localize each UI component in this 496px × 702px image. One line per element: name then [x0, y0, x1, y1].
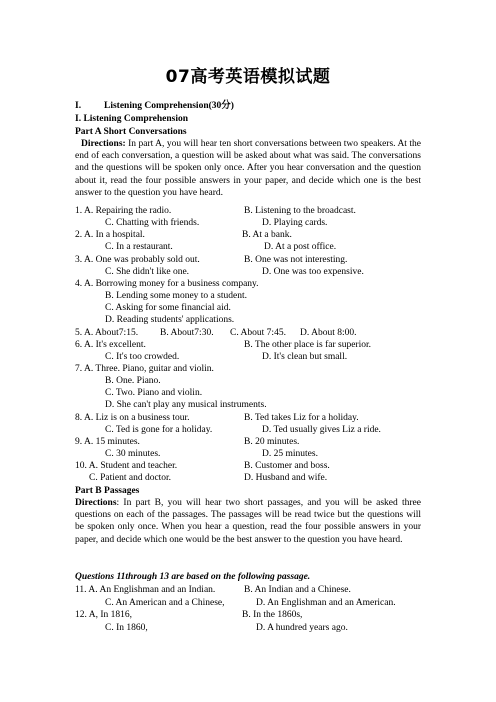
directions-text: In part A, you will hear ten short conversations between two speakers. At the end of each conversation, a question will be asked about what was said. The conversations and the questions will be spoken only once. After you hear conversation and the question about it, read the four possible answers in your paper, and decide which one is the best answer to the question you have heard. — [75, 139, 421, 198]
q6-option-c: C. It's too crowded. — [105, 352, 180, 362]
questions-intro: Questions 11through 13 are based on the following passage. — [75, 572, 311, 582]
q4-option-c: C. Asking for some financial aid. — [105, 303, 231, 313]
q1-option-b: B. Listening to the broadcast. — [244, 206, 356, 216]
q8-option-d: D. Ted usually gives Liz a ride. — [262, 425, 381, 435]
q1-option-c: C. Chatting with friends. — [105, 218, 200, 228]
q2-option-b: B. At a bank. — [242, 230, 292, 240]
q11-option-b: B. An Indian and a Chinese. — [244, 585, 351, 595]
q12-option-c: C. In 1860, — [105, 623, 148, 633]
part-b-heading: Part B Passages — [75, 486, 140, 496]
q2-option-c: C. In a restaurant. — [105, 242, 173, 252]
q5-option-c: C. About 7:45. — [230, 328, 286, 338]
q12-option-b: B. In the 1860s, — [242, 610, 303, 620]
q3-option-b: B. One was not interesting. — [244, 255, 348, 265]
q11-option-a: 11. A. An Englishman and an Indian. — [75, 585, 216, 595]
part-a-directions — [75, 138, 421, 199]
q2-option-a: 2. A. In a hospital. — [75, 230, 145, 240]
page-title: 07高考英语模拟试题 — [165, 67, 331, 87]
q9-option-b: B. 20 minutes. — [244, 437, 300, 447]
q3-option-d: D. One was too expensive. — [262, 267, 364, 277]
q7-option-b: B. One. Piano. — [105, 376, 161, 386]
q1-option-a: 1. A. Repairing the radio. — [75, 206, 172, 216]
directions-label: Directions: — [81, 139, 126, 149]
q6-option-d: D. It's clean but small. — [262, 352, 348, 362]
q8-option-b: B. Ted takes Liz for a holiday. — [244, 413, 359, 423]
q11-option-d: D. An Englishman and an American. — [256, 598, 396, 608]
q9-option-a: 9. A. 15 minutes. — [75, 437, 140, 447]
q3-option-c: C. She didn't like one. — [105, 267, 190, 277]
q11-option-c: C. An American and a Chinese, — [105, 598, 225, 608]
q9-option-d: D. 25 minutes. — [262, 449, 318, 459]
q3-option-a: 3. A. One was probably sold out. — [75, 255, 200, 265]
q10-option-d: D. Husband and wife. — [244, 473, 328, 483]
q4-option-b: B. Lending some money to a student. — [105, 291, 247, 301]
part-b-directions-text: : In part B, you will hear two short passages, and you will be asked three questions on each of the passages. The passages will be read twice but the questions will be spoken only once. When you hear a question, read the four possible answers in your paper, and decide which one would be the best answer to the question you have heard. — [75, 498, 421, 545]
section-numeral: I. — [75, 101, 82, 111]
q4-option-d: D. Reading students' applications. — [105, 315, 235, 325]
q7-option-a: 7. A. Three. Piano, guitar and violin. — [75, 364, 214, 374]
q10-option-c: C. Patient and doctor. — [89, 473, 172, 483]
q1-option-d: D. Playing cards. — [262, 218, 328, 228]
q8-option-a: 8. A. Liz is on a business tour. — [75, 413, 190, 423]
q4-option-a: 4. A. Borrowing money for a business company. — [75, 279, 259, 289]
section-subheading: I. Listening Comprehension — [75, 114, 189, 124]
q5-option-d: D. About 8:00. — [300, 328, 357, 338]
part-a-heading: Part A Short Conversations — [75, 127, 187, 137]
q6-option-b: B. The other place is far superior. — [244, 340, 371, 350]
part-b-directions — [75, 497, 421, 546]
q6-option-a: 6. A. It's excellent. — [75, 340, 146, 350]
q7-option-c: C. Two. Piano and violin. — [105, 388, 203, 398]
section-heading: Listening Comprehension(30分) — [104, 101, 234, 111]
q2-option-d: D. At a post office. — [264, 242, 337, 252]
q5-option-b: B. About7:30. — [160, 328, 214, 338]
q12-option-d: D. A hundred years ago. — [256, 623, 348, 633]
q10-option-a: 10. A. Student and teacher. — [75, 461, 178, 471]
q5-option-a: 5. A. About7:15. — [75, 328, 139, 338]
q9-option-c: C. 30 minutes. — [105, 449, 161, 459]
q7-option-d: D. She can't play any musical instruments. — [105, 400, 267, 410]
q10-option-b: B. Customer and boss. — [244, 461, 330, 471]
q12-option-a: 12. A, In 1816, — [75, 610, 132, 620]
q8-option-c: C. Ted is gone for a holiday. — [105, 425, 213, 435]
part-b-directions-label: Directions — [75, 498, 117, 508]
